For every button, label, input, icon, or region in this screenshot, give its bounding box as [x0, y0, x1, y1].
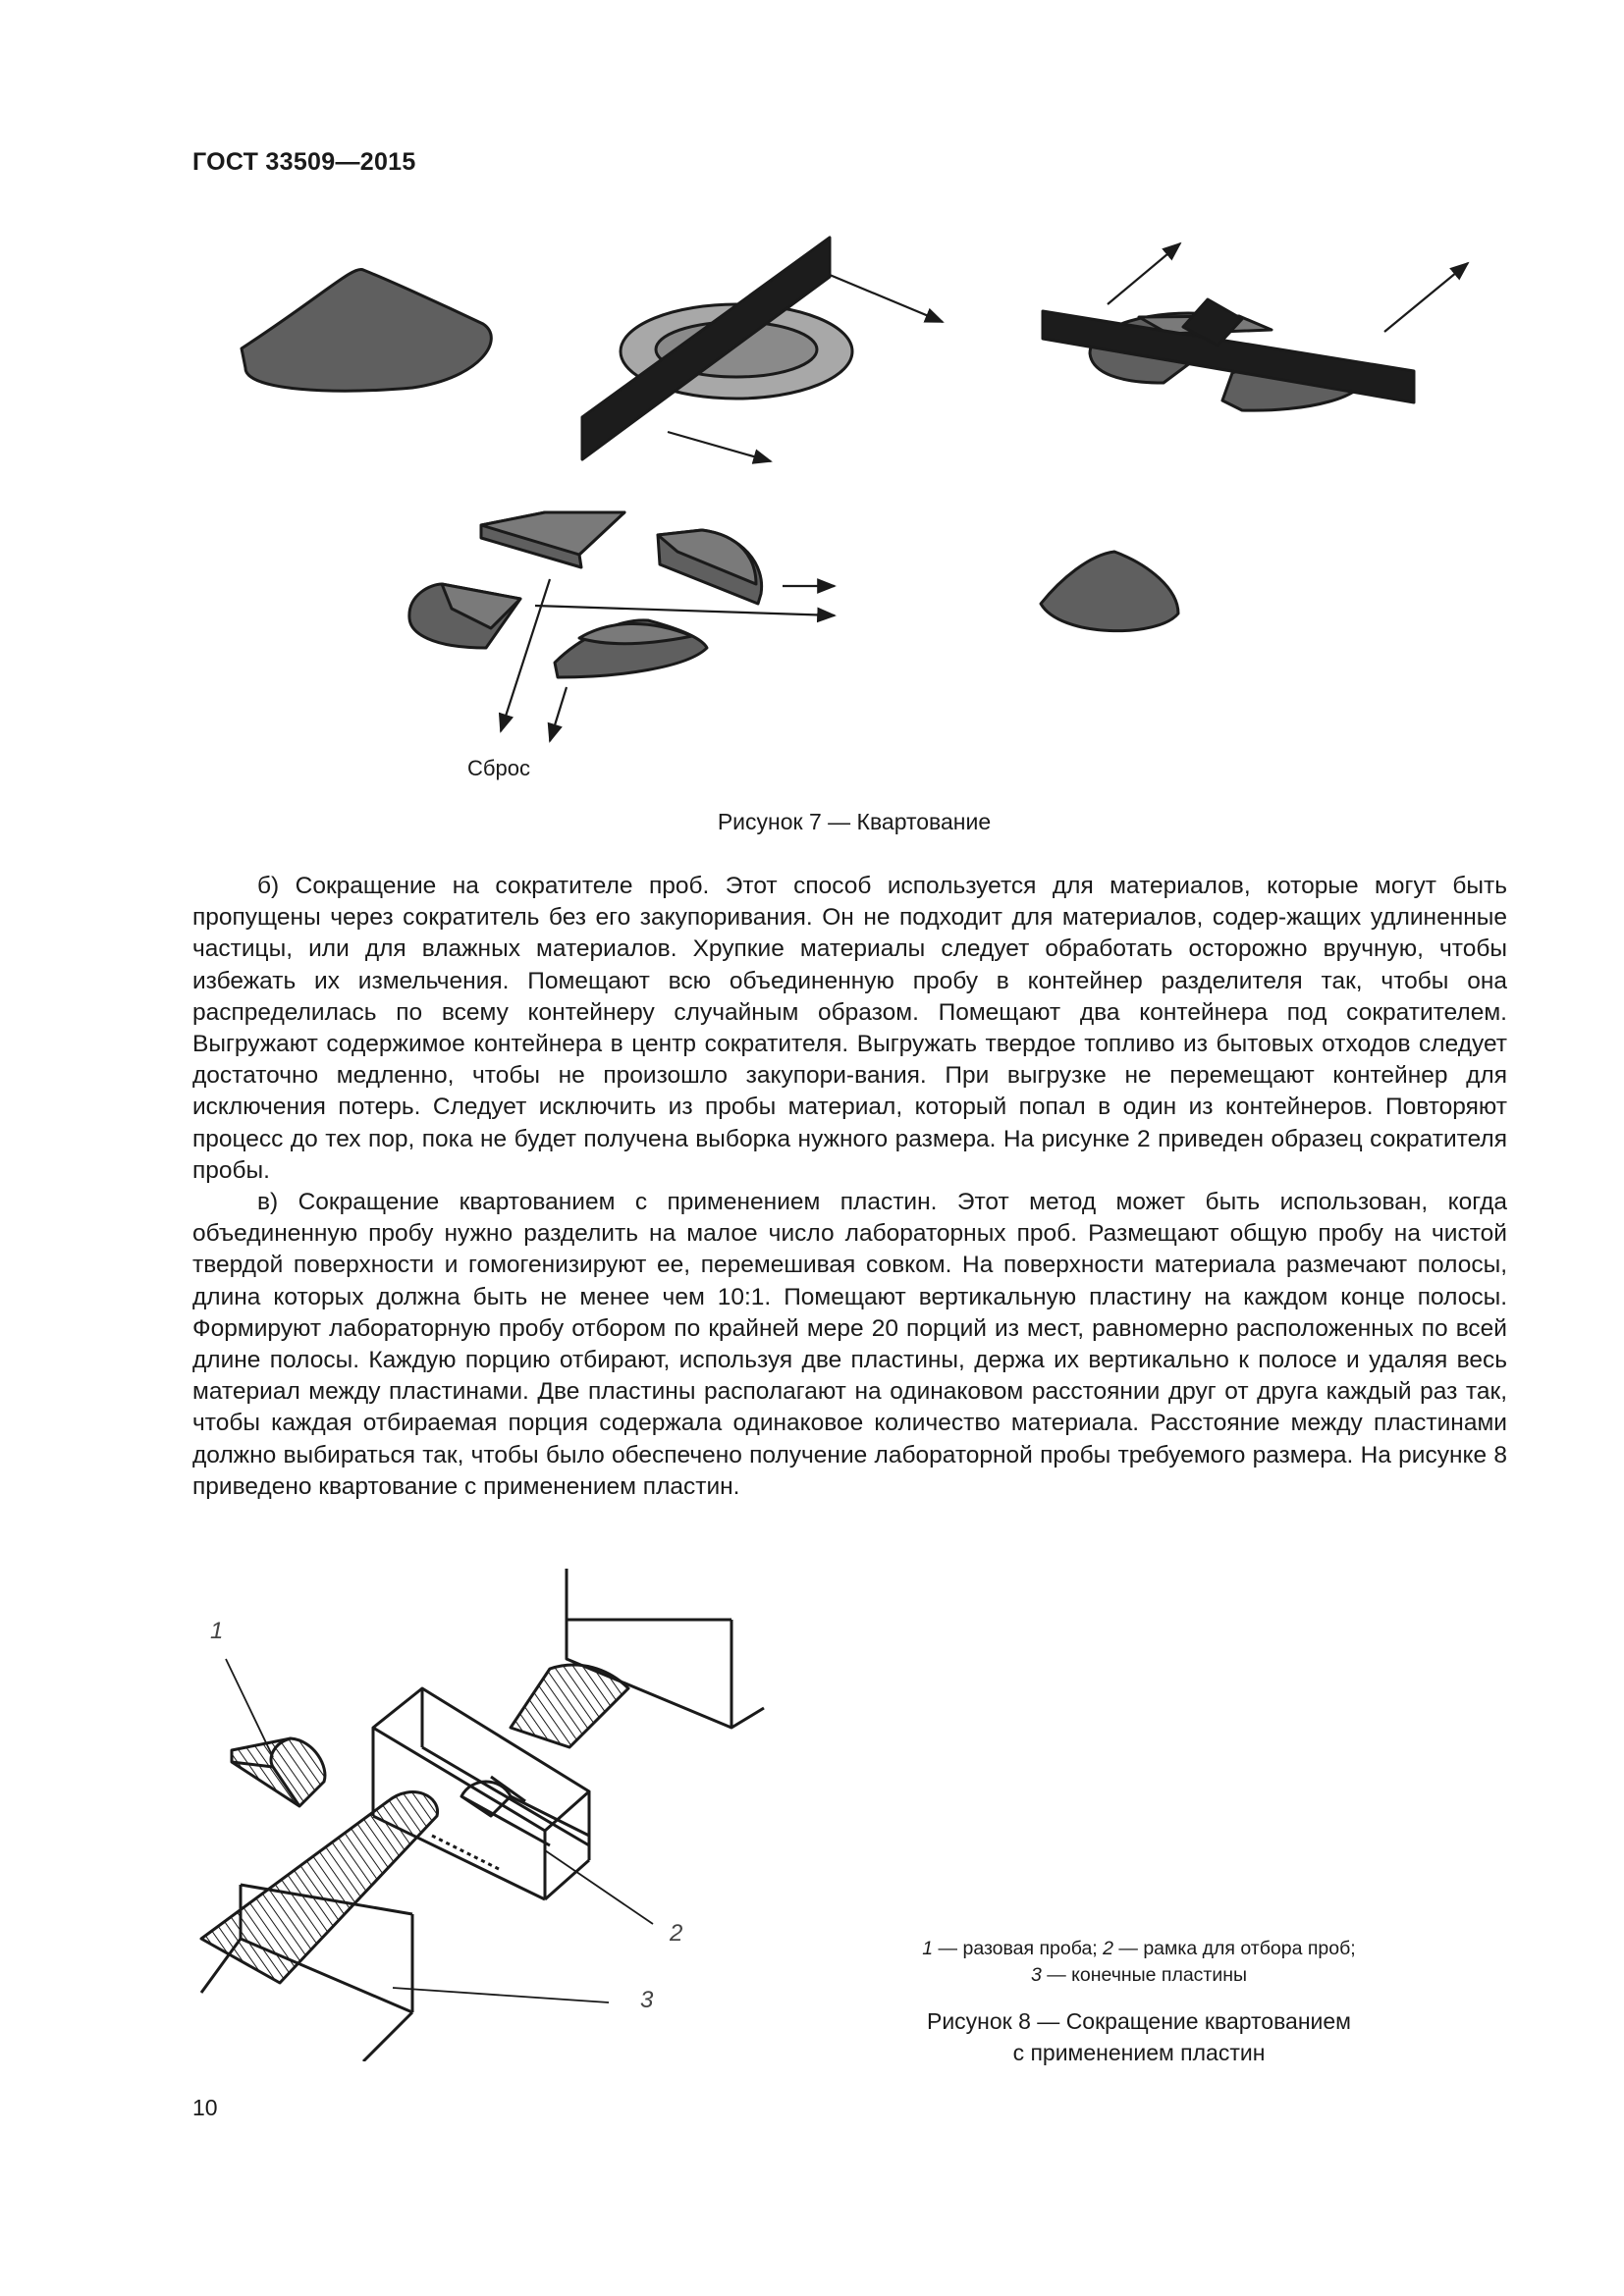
legend-line-1: 1 — разовая проба; 2 — рамка для отбора проб;	[922, 1938, 1356, 1959]
callout-3: 3	[640, 1987, 654, 2013]
figure-8-caption-line-1: Рисунок 8 — Сокращение квартованием	[926, 2008, 1351, 2034]
sample-pile	[242, 269, 491, 391]
figure-7-quartering-diagram	[0, 0, 1624, 805]
callout-leader-1	[226, 1659, 273, 1757]
arrow-right-upper	[830, 275, 943, 322]
drop-label: Сброс	[467, 756, 530, 780]
body-text	[192, 871, 1507, 1503]
arrow-up-left	[1108, 243, 1180, 304]
callout-1: 1	[210, 1618, 224, 1644]
figure-8-caption	[864, 2005, 1414, 2068]
arrow-right-lower	[668, 432, 771, 461]
arrow-quarters-long	[535, 606, 835, 615]
callout-leader-2	[545, 1850, 653, 1924]
arrow-up-right	[1384, 263, 1468, 332]
figure-8-caption-line-2: с применением пластин	[1012, 2040, 1266, 2065]
legend-line-2: 3 — конечные пластины	[1030, 1964, 1248, 1986]
material-strip	[201, 1792, 438, 1983]
reduced-sample-pile	[1041, 552, 1178, 631]
figure-8-plate-quartering-diagram	[0, 1531, 884, 2061]
paragraph-b: б) Сокращение на сократителе проб. Этот способ используется для материалов, которые могут быть пропущены через сократитель без его закупоривания. Он не подходит для материалов, содер-жащих удлиненные частицы, или для влажных материалов. Хрупкие материалы следует обработать осторожно вручную, чтобы избежать их измельчения. Помещают всю объединенную пробу в контейнер разделителя так, чтобы она распределилась по всему контейнеру случайным образом. Помещают два контейнера под сократителем. Выгружают содержимое контейнера в центр сократителя. Выгружать твердое топливо из бытовых отходов следует достаточно медленно, чтобы не произошло закупори-вания. При выгрузке не перемещают контейнер для исключения потерь. Следует исключить из пробы материал, который попал в один из контейнеров. Повторяют процесс до тех пор, пока не будет получена выборка нужного размера. На рисунке 2 приведен образец сократителя пробы.	[192, 873, 1507, 1184]
arrow-drop-short	[550, 687, 567, 741]
page-number: 10	[192, 2095, 218, 2120]
paragraph-v: в) Сокращение квартованием с применением пластин. Этот метод может быть использован, когда объединенную пробу нужно разделить на малое число лабораторных проб. Размещают общую пробу на чистой твердой поверхности и гомогенизируют ее, перемешивая совком. На поверхности материала размечают полосы, длина которых должна быть не менее чем 10:1. Помещают вертикальную пластину на каждом конце полосы. Формируют лабораторную пробу отбором по крайней мере 20 порций из мест, равномерно расположенных по всей длине полосы. Каждую порцию отбирают, используя две пластины, держа их вертикально к полосе и удаляя весь материал между пластинами. Две пластины располагают на одинаковом расстоянии друг от друга каждый раз так, чтобы каждая отбираемая порция содержала одинаковое количество материала. Расстояние между пластинами должно выбираться так, чтобы было обеспечено получение лабораторной пробы требуемого размера. На рисунке 8 приведено квартование с применением пластин.	[192, 1189, 1507, 1500]
callout-leader-3	[393, 1988, 609, 2002]
figure-7-caption: Рисунок 7 — Квартование	[717, 809, 992, 834]
document-header: ГОСТ 33509—2015	[192, 148, 416, 176]
callout-2: 2	[670, 1920, 683, 1947]
figure-8-legend	[864, 1936, 1414, 1989]
